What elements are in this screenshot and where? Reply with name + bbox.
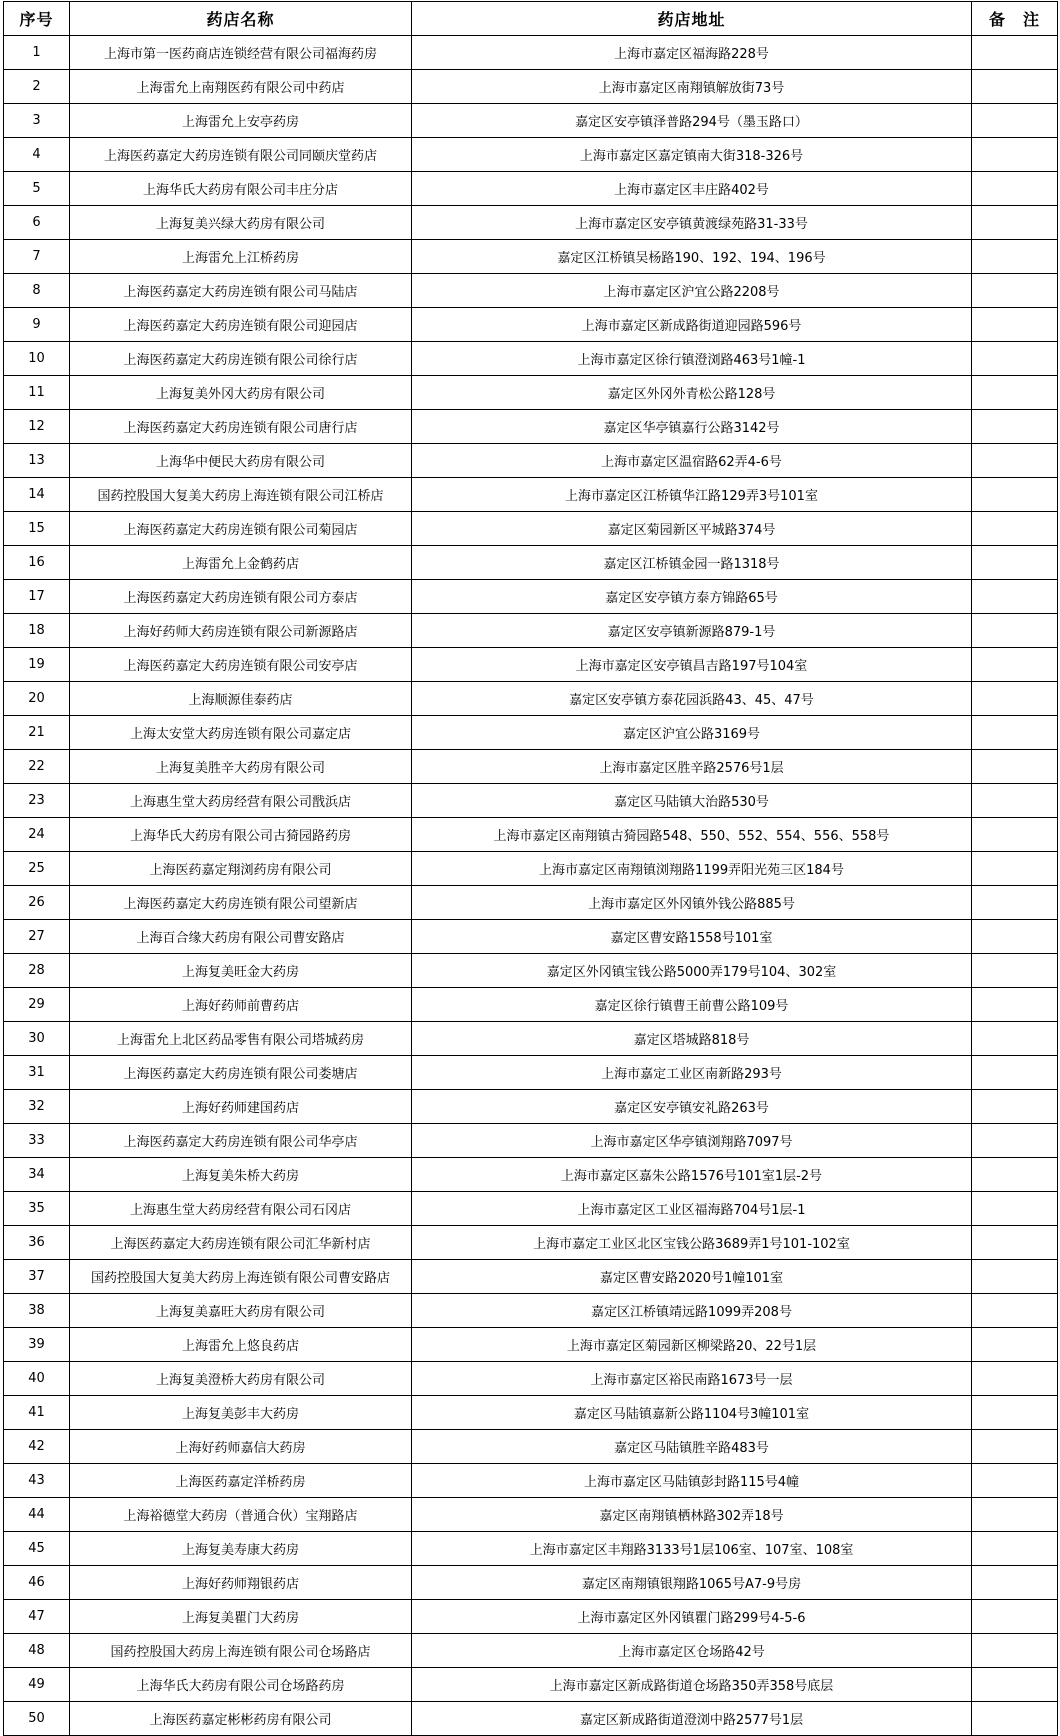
cell-seq: 46 bbox=[4, 1566, 70, 1600]
cell-note bbox=[972, 852, 1058, 886]
cell-pharmacy-address: 嘉定区曹安路2020号1幢101室 bbox=[412, 1260, 972, 1294]
header-row bbox=[4, 2, 1058, 36]
cell-note bbox=[972, 1566, 1058, 1600]
table-row bbox=[4, 1022, 1058, 1056]
cell-pharmacy-address: 嘉定区曹安路1558号101室 bbox=[412, 920, 972, 954]
cell-note bbox=[972, 1124, 1058, 1158]
cell-note bbox=[972, 886, 1058, 920]
cell-pharmacy-name: 上海好药师翔银药店 bbox=[70, 1566, 412, 1600]
cell-pharmacy-address: 嘉定区外冈镇宝钱公路5000弄179号104、302室 bbox=[412, 954, 972, 988]
cell-pharmacy-address: 上海市嘉定区仓场路42号 bbox=[412, 1634, 972, 1668]
cell-pharmacy-name: 上海雷允上安亭药房 bbox=[70, 104, 412, 138]
cell-note bbox=[972, 1702, 1058, 1736]
table-row bbox=[4, 444, 1058, 478]
cell-pharmacy-address: 嘉定区马陆镇嘉新公路1104号3幢101室 bbox=[412, 1396, 972, 1430]
cell-seq: 17 bbox=[4, 580, 70, 614]
cell-pharmacy-address: 嘉定区菊园新区平城路374号 bbox=[412, 512, 972, 546]
cell-pharmacy-name: 上海复美寿康大药房 bbox=[70, 1532, 412, 1566]
cell-seq: 23 bbox=[4, 784, 70, 818]
table-row bbox=[4, 1192, 1058, 1226]
cell-note bbox=[972, 1022, 1058, 1056]
cell-note bbox=[972, 410, 1058, 444]
cell-seq: 9 bbox=[4, 308, 70, 342]
cell-note bbox=[972, 784, 1058, 818]
table-row bbox=[4, 988, 1058, 1022]
cell-pharmacy-name: 上海华中便民大药房有限公司 bbox=[70, 444, 412, 478]
cell-pharmacy-address: 上海市嘉定区新成路街道迎园路596号 bbox=[412, 308, 972, 342]
cell-seq: 5 bbox=[4, 172, 70, 206]
cell-pharmacy-address: 上海市嘉定区丰庄路402号 bbox=[412, 172, 972, 206]
cell-pharmacy-address: 上海市嘉定区安亭镇黄渡绿苑路31-33号 bbox=[412, 206, 972, 240]
cell-pharmacy-address: 上海市嘉定工业区北区宝钱公路3689弄1号101-102室 bbox=[412, 1226, 972, 1260]
cell-note bbox=[972, 1430, 1058, 1464]
cell-note bbox=[972, 988, 1058, 1022]
cell-pharmacy-name: 国药控股国大复美大药房上海连锁有限公司江桥店 bbox=[70, 478, 412, 512]
cell-pharmacy-name: 上海复美外冈大药房有限公司 bbox=[70, 376, 412, 410]
cell-seq: 42 bbox=[4, 1430, 70, 1464]
table-row bbox=[4, 1124, 1058, 1158]
cell-seq: 30 bbox=[4, 1022, 70, 1056]
cell-note bbox=[972, 1668, 1058, 1702]
cell-note bbox=[972, 478, 1058, 512]
cell-seq: 14 bbox=[4, 478, 70, 512]
cell-pharmacy-name: 上海医药嘉定大药房连锁有限公司徐行店 bbox=[70, 342, 412, 376]
cell-note bbox=[972, 1158, 1058, 1192]
cell-seq: 13 bbox=[4, 444, 70, 478]
cell-pharmacy-address: 嘉定区安亭镇安礼路263号 bbox=[412, 1090, 972, 1124]
table-row bbox=[4, 1532, 1058, 1566]
cell-pharmacy-name: 上海惠生堂大药房经营有限公司戬浜店 bbox=[70, 784, 412, 818]
cell-pharmacy-name: 上海复美嘉旺大药房有限公司 bbox=[70, 1294, 412, 1328]
cell-note bbox=[972, 1328, 1058, 1362]
cell-note bbox=[972, 1464, 1058, 1498]
table-row bbox=[4, 1260, 1058, 1294]
table-row bbox=[4, 376, 1058, 410]
cell-pharmacy-address: 上海市嘉定区南翔镇解放街73号 bbox=[412, 70, 972, 104]
table-row bbox=[4, 1668, 1058, 1702]
table-row bbox=[4, 920, 1058, 954]
cell-seq: 29 bbox=[4, 988, 70, 1022]
cell-pharmacy-address: 上海市嘉定区马陆镇彭封路115号4幢 bbox=[412, 1464, 972, 1498]
cell-note bbox=[972, 1192, 1058, 1226]
cell-pharmacy-address: 上海市嘉定区嘉定镇南大街318-326号 bbox=[412, 138, 972, 172]
cell-pharmacy-address: 嘉定区沪宜公路3169号 bbox=[412, 716, 972, 750]
pharmacy-list-table bbox=[3, 1, 1058, 1736]
cell-pharmacy-name: 上海百合缘大药房有限公司曹安路店 bbox=[70, 920, 412, 954]
table-row bbox=[4, 750, 1058, 784]
cell-pharmacy-address: 上海市嘉定区沪宜公路2208号 bbox=[412, 274, 972, 308]
cell-seq: 26 bbox=[4, 886, 70, 920]
cell-pharmacy-name: 上海好药师嘉信大药房 bbox=[70, 1430, 412, 1464]
cell-pharmacy-address: 上海市嘉定区安亭镇昌吉路197号104室 bbox=[412, 648, 972, 682]
cell-pharmacy-name: 上海雷允上金鹤药店 bbox=[70, 546, 412, 580]
cell-pharmacy-address: 上海市嘉定区工业区福海路704号1层-1 bbox=[412, 1192, 972, 1226]
cell-note bbox=[972, 1056, 1058, 1090]
cell-pharmacy-address: 上海市嘉定区菊园新区柳梁路20、22号1层 bbox=[412, 1328, 972, 1362]
table-row bbox=[4, 682, 1058, 716]
table-row bbox=[4, 172, 1058, 206]
cell-seq: 34 bbox=[4, 1158, 70, 1192]
table-row bbox=[4, 648, 1058, 682]
cell-seq: 49 bbox=[4, 1668, 70, 1702]
cell-pharmacy-name: 上海医药嘉定大药房连锁有限公司汇华新村店 bbox=[70, 1226, 412, 1260]
table-row bbox=[4, 1566, 1058, 1600]
table-row bbox=[4, 886, 1058, 920]
cell-pharmacy-address: 嘉定区江桥镇靖远路1099弄208号 bbox=[412, 1294, 972, 1328]
table-row bbox=[4, 206, 1058, 240]
table-row bbox=[4, 240, 1058, 274]
table-row bbox=[4, 1362, 1058, 1396]
cell-pharmacy-name: 上海医药嘉定大药房连锁有限公司菊园店 bbox=[70, 512, 412, 546]
cell-note bbox=[972, 104, 1058, 138]
cell-pharmacy-name: 上海雷允上江桥药房 bbox=[70, 240, 412, 274]
table-row bbox=[4, 1294, 1058, 1328]
cell-pharmacy-address: 上海市嘉定区外冈镇外钱公路885号 bbox=[412, 886, 972, 920]
header-address: 药店地址 bbox=[412, 2, 972, 36]
cell-seq: 43 bbox=[4, 1464, 70, 1498]
cell-note bbox=[972, 716, 1058, 750]
cell-note bbox=[972, 308, 1058, 342]
table-row bbox=[4, 138, 1058, 172]
table-row bbox=[4, 1396, 1058, 1430]
cell-seq: 21 bbox=[4, 716, 70, 750]
cell-pharmacy-name: 上海医药嘉定大药房连锁有限公司望新店 bbox=[70, 886, 412, 920]
cell-note bbox=[972, 1226, 1058, 1260]
cell-note bbox=[972, 1498, 1058, 1532]
cell-seq: 31 bbox=[4, 1056, 70, 1090]
table-row bbox=[4, 512, 1058, 546]
cell-seq: 16 bbox=[4, 546, 70, 580]
cell-note bbox=[972, 682, 1058, 716]
cell-note bbox=[972, 818, 1058, 852]
cell-note bbox=[972, 1532, 1058, 1566]
table-row bbox=[4, 1600, 1058, 1634]
cell-seq: 4 bbox=[4, 138, 70, 172]
cell-note bbox=[972, 1362, 1058, 1396]
cell-pharmacy-name: 上海好药师前曹药店 bbox=[70, 988, 412, 1022]
cell-pharmacy-address: 嘉定区马陆镇胜辛路483号 bbox=[412, 1430, 972, 1464]
cell-note bbox=[972, 342, 1058, 376]
table-row bbox=[4, 1498, 1058, 1532]
cell-note bbox=[972, 206, 1058, 240]
table-row bbox=[4, 852, 1058, 886]
cell-pharmacy-name: 上海市第一医药商店连锁经营有限公司福海药房 bbox=[70, 36, 412, 70]
table-row bbox=[4, 614, 1058, 648]
cell-seq: 45 bbox=[4, 1532, 70, 1566]
cell-seq: 25 bbox=[4, 852, 70, 886]
cell-note bbox=[972, 546, 1058, 580]
cell-pharmacy-address: 上海市嘉定区外冈镇瞿门路299号4-5-6 bbox=[412, 1600, 972, 1634]
table-row bbox=[4, 1056, 1058, 1090]
cell-pharmacy-name: 上海雷允上北区药品零售有限公司塔城药房 bbox=[70, 1022, 412, 1056]
cell-pharmacy-name: 上海复美兴绿大药房有限公司 bbox=[70, 206, 412, 240]
cell-seq: 12 bbox=[4, 410, 70, 444]
cell-pharmacy-address: 上海市嘉定区南翔镇古猗园路548、550、552、554、556、558号 bbox=[412, 818, 972, 852]
table-row bbox=[4, 410, 1058, 444]
cell-note bbox=[972, 1260, 1058, 1294]
table-row bbox=[4, 1430, 1058, 1464]
cell-pharmacy-name: 上海医药嘉定大药房连锁有限公司马陆店 bbox=[70, 274, 412, 308]
cell-note bbox=[972, 70, 1058, 104]
cell-pharmacy-name: 上海医药嘉定大药房连锁有限公司方泰店 bbox=[70, 580, 412, 614]
cell-pharmacy-name: 上海复美澄桥大药房有限公司 bbox=[70, 1362, 412, 1396]
cell-note bbox=[972, 1634, 1058, 1668]
cell-note bbox=[972, 512, 1058, 546]
cell-pharmacy-address: 上海市嘉定区新成路街道仓场路350弄358号底层 bbox=[412, 1668, 972, 1702]
cell-note bbox=[972, 1090, 1058, 1124]
cell-pharmacy-name: 国药控股国大药房上海连锁有限公司仓场路店 bbox=[70, 1634, 412, 1668]
cell-seq: 27 bbox=[4, 920, 70, 954]
cell-seq: 38 bbox=[4, 1294, 70, 1328]
cell-note bbox=[972, 138, 1058, 172]
cell-pharmacy-address: 嘉定区塔城路818号 bbox=[412, 1022, 972, 1056]
cell-seq: 2 bbox=[4, 70, 70, 104]
cell-seq: 8 bbox=[4, 274, 70, 308]
table-row bbox=[4, 478, 1058, 512]
cell-seq: 37 bbox=[4, 1260, 70, 1294]
cell-pharmacy-address: 嘉定区南翔镇银翔路1065号A7-9号房 bbox=[412, 1566, 972, 1600]
table-row bbox=[4, 342, 1058, 376]
cell-pharmacy-name: 上海医药嘉定洋桥药房 bbox=[70, 1464, 412, 1498]
cell-pharmacy-address: 嘉定区马陆镇大治路530号 bbox=[412, 784, 972, 818]
cell-pharmacy-name: 上海复美朱桥大药房 bbox=[70, 1158, 412, 1192]
cell-note bbox=[972, 920, 1058, 954]
cell-pharmacy-name: 上海医药嘉定大药房连锁有限公司同颐庆堂药店 bbox=[70, 138, 412, 172]
cell-note bbox=[972, 444, 1058, 478]
cell-seq: 15 bbox=[4, 512, 70, 546]
table-header bbox=[4, 2, 1058, 36]
cell-pharmacy-name: 上海太安堂大药房连锁有限公司嘉定店 bbox=[70, 716, 412, 750]
cell-note bbox=[972, 1600, 1058, 1634]
cell-note bbox=[972, 36, 1058, 70]
table-row bbox=[4, 546, 1058, 580]
cell-seq: 22 bbox=[4, 750, 70, 784]
cell-seq: 24 bbox=[4, 818, 70, 852]
table-row bbox=[4, 1158, 1058, 1192]
header-seq: 序号 bbox=[4, 2, 70, 36]
cell-seq: 39 bbox=[4, 1328, 70, 1362]
table-row bbox=[4, 1464, 1058, 1498]
cell-seq: 44 bbox=[4, 1498, 70, 1532]
cell-pharmacy-address: 嘉定区安亭镇新源路879-1号 bbox=[412, 614, 972, 648]
cell-seq: 33 bbox=[4, 1124, 70, 1158]
cell-pharmacy-name: 上海惠生堂大药房经营有限公司石冈店 bbox=[70, 1192, 412, 1226]
cell-pharmacy-name: 上海顺源佳泰药店 bbox=[70, 682, 412, 716]
cell-seq: 6 bbox=[4, 206, 70, 240]
cell-pharmacy-address: 上海市嘉定区南翔镇浏翔路1199弄阳光苑三区184号 bbox=[412, 852, 972, 886]
table-row bbox=[4, 954, 1058, 988]
table-row bbox=[4, 104, 1058, 138]
table-row bbox=[4, 308, 1058, 342]
cell-pharmacy-address: 上海市嘉定区胜辛路2576号1层 bbox=[412, 750, 972, 784]
cell-note bbox=[972, 580, 1058, 614]
cell-pharmacy-address: 嘉定区南翔镇栖林路302弄18号 bbox=[412, 1498, 972, 1532]
cell-seq: 10 bbox=[4, 342, 70, 376]
cell-seq: 19 bbox=[4, 648, 70, 682]
cell-pharmacy-address: 嘉定区安亭镇泽普路294号（墨玉路口） bbox=[412, 104, 972, 138]
table-row bbox=[4, 818, 1058, 852]
cell-note bbox=[972, 172, 1058, 206]
cell-pharmacy-address: 上海市嘉定工业区南新路293号 bbox=[412, 1056, 972, 1090]
table-row bbox=[4, 784, 1058, 818]
cell-pharmacy-address: 嘉定区安亭镇方泰花园浜路43、45、47号 bbox=[412, 682, 972, 716]
table-row bbox=[4, 274, 1058, 308]
cell-pharmacy-name: 上海华氏大药房有限公司丰庄分店 bbox=[70, 172, 412, 206]
cell-note bbox=[972, 240, 1058, 274]
cell-pharmacy-address: 嘉定区外冈外青松公路128号 bbox=[412, 376, 972, 410]
cell-pharmacy-name: 上海医药嘉定大药房连锁有限公司华亭店 bbox=[70, 1124, 412, 1158]
cell-pharmacy-name: 上海医药嘉定翔浏药房有限公司 bbox=[70, 852, 412, 886]
cell-pharmacy-name: 上海复美瞿门大药房 bbox=[70, 1600, 412, 1634]
cell-seq: 28 bbox=[4, 954, 70, 988]
table-body bbox=[4, 36, 1058, 1736]
cell-seq: 20 bbox=[4, 682, 70, 716]
cell-pharmacy-address: 上海市嘉定区裕民南路1673号一层 bbox=[412, 1362, 972, 1396]
cell-seq: 11 bbox=[4, 376, 70, 410]
cell-seq: 3 bbox=[4, 104, 70, 138]
cell-pharmacy-name: 上海裕德堂大药房（普通合伙）宝翔路店 bbox=[70, 1498, 412, 1532]
table-row bbox=[4, 1226, 1058, 1260]
table-row bbox=[4, 716, 1058, 750]
cell-note bbox=[972, 1294, 1058, 1328]
cell-pharmacy-address: 上海市嘉定区徐行镇澄浏路463号1幢-1 bbox=[412, 342, 972, 376]
cell-seq: 36 bbox=[4, 1226, 70, 1260]
cell-note bbox=[972, 750, 1058, 784]
cell-pharmacy-address: 上海市嘉定区温宿路62弄4-6号 bbox=[412, 444, 972, 478]
cell-seq: 47 bbox=[4, 1600, 70, 1634]
cell-seq: 35 bbox=[4, 1192, 70, 1226]
cell-pharmacy-name: 上海医药嘉定大药房连锁有限公司唐行店 bbox=[70, 410, 412, 444]
cell-pharmacy-name: 上海复美胜辛大药房有限公司 bbox=[70, 750, 412, 784]
cell-pharmacy-name: 国药控股国大复美大药房上海连锁有限公司曹安路店 bbox=[70, 1260, 412, 1294]
cell-pharmacy-name: 上海复美彭丰大药房 bbox=[70, 1396, 412, 1430]
cell-pharmacy-name: 上海华氏大药房有限公司仓场路药房 bbox=[70, 1668, 412, 1702]
cell-pharmacy-address: 嘉定区安亭镇方泰方锦路65号 bbox=[412, 580, 972, 614]
cell-pharmacy-name: 上海医药嘉定彬彬药房有限公司 bbox=[70, 1702, 412, 1736]
cell-seq: 41 bbox=[4, 1396, 70, 1430]
cell-pharmacy-address: 上海市嘉定区福海路228号 bbox=[412, 36, 972, 70]
cell-seq: 18 bbox=[4, 614, 70, 648]
table-row bbox=[4, 1328, 1058, 1362]
cell-pharmacy-address: 嘉定区新成路街道澄浏中路2577号1层 bbox=[412, 1702, 972, 1736]
table-row bbox=[4, 70, 1058, 104]
cell-pharmacy-address: 嘉定区华亭镇嘉行公路3142号 bbox=[412, 410, 972, 444]
cell-pharmacy-name: 上海雷允上南翔医药有限公司中药店 bbox=[70, 70, 412, 104]
table-row bbox=[4, 1634, 1058, 1668]
cell-pharmacy-name: 上海医药嘉定大药房连锁有限公司安亭店 bbox=[70, 648, 412, 682]
cell-seq: 48 bbox=[4, 1634, 70, 1668]
table-row bbox=[4, 1090, 1058, 1124]
cell-pharmacy-address: 嘉定区江桥镇吴杨路190、192、194、196号 bbox=[412, 240, 972, 274]
cell-seq: 7 bbox=[4, 240, 70, 274]
cell-seq: 40 bbox=[4, 1362, 70, 1396]
cell-pharmacy-name: 上海好药师大药房连锁有限公司新源路店 bbox=[70, 614, 412, 648]
cell-note bbox=[972, 274, 1058, 308]
cell-pharmacy-address: 上海市嘉定区丰翔路3133号1层106室、107室、108室 bbox=[412, 1532, 972, 1566]
table-row bbox=[4, 36, 1058, 70]
cell-pharmacy-address: 上海市嘉定区江桥镇华江路129弄3号101室 bbox=[412, 478, 972, 512]
cell-pharmacy-name: 上海医药嘉定大药房连锁有限公司娄塘店 bbox=[70, 1056, 412, 1090]
header-name: 药店名称 bbox=[70, 2, 412, 36]
table-row bbox=[4, 580, 1058, 614]
cell-seq: 50 bbox=[4, 1702, 70, 1736]
table-row bbox=[4, 1702, 1058, 1736]
cell-note bbox=[972, 954, 1058, 988]
cell-pharmacy-name: 上海医药嘉定大药房连锁有限公司迎园店 bbox=[70, 308, 412, 342]
cell-pharmacy-name: 上海好药师建国药店 bbox=[70, 1090, 412, 1124]
cell-pharmacy-address: 上海市嘉定区嘉朱公路1576号101室1层-2号 bbox=[412, 1158, 972, 1192]
cell-note bbox=[972, 614, 1058, 648]
cell-note bbox=[972, 648, 1058, 682]
cell-pharmacy-address: 嘉定区江桥镇金园一路1318号 bbox=[412, 546, 972, 580]
cell-note bbox=[972, 376, 1058, 410]
cell-pharmacy-address: 上海市嘉定区华亭镇浏翔路7097号 bbox=[412, 1124, 972, 1158]
cell-note bbox=[972, 1396, 1058, 1430]
cell-seq: 1 bbox=[4, 36, 70, 70]
cell-pharmacy-address: 嘉定区徐行镇曹王前曹公路109号 bbox=[412, 988, 972, 1022]
cell-pharmacy-name: 上海华氏大药房有限公司古猗园路药房 bbox=[70, 818, 412, 852]
cell-pharmacy-name: 上海复美旺金大药房 bbox=[70, 954, 412, 988]
header-note: 备 注 bbox=[972, 2, 1058, 36]
cell-seq: 32 bbox=[4, 1090, 70, 1124]
cell-pharmacy-name: 上海雷允上悠良药店 bbox=[70, 1328, 412, 1362]
